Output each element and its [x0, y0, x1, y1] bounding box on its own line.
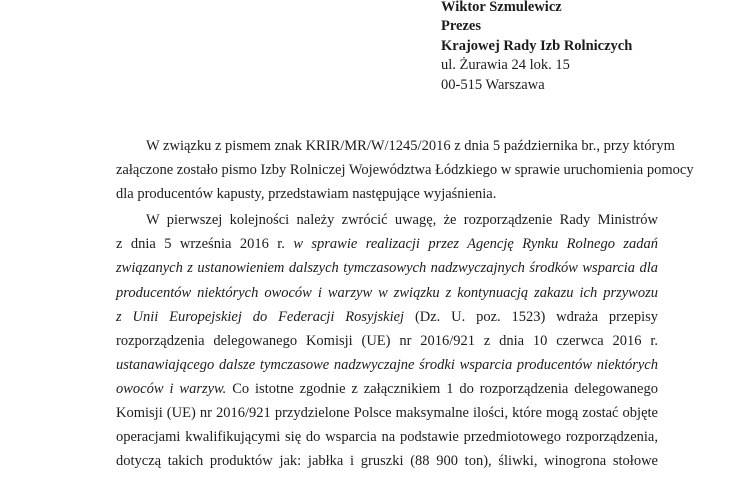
recipient-title: Prezes — [441, 18, 481, 35]
paragraph-1 — [116, 134, 694, 206]
p1-line-3: dla producentów kapusty, przedstawiam następujące wyjaśnienia. — [116, 186, 497, 203]
recipient-address-block — [441, 0, 632, 95]
recipient-city: 00-515 Warszawa — [441, 76, 545, 93]
p2-line-6: rozporządzenia delegowanego Komisji (UE) nr 2016/921 z dnia 10 czerwca 2016 r. — [116, 332, 658, 349]
p2-line-4: producentów niektórych owoców i warzyw w związku z kontynuacją zakazu ich przywozu — [116, 284, 658, 301]
p2-line-1: W pierwszej kolejności należy zwrócić uwagę, że rozporządzenie Rady Ministrów — [146, 212, 658, 229]
p2-line-5-title: z Unii Europejskiej do Federacji Rosyjskiej — [116, 308, 405, 325]
p2-line-7: ustanawiającego dalsze tymczasowe nadzwyczajne środki wsparcia producentów niektórych — [116, 356, 658, 373]
p1-line-1: W związku z pismem znak KRIR/MR/W/1245/2016 z dnia 5 października br., przy którym — [146, 138, 675, 154]
p1-line-2: załączone zostało pismo Izby Rolniczej Województwa Łódzkiego w sprawie uruchomienia pomocy — [116, 162, 694, 179]
p2-line-8 — [116, 377, 658, 401]
recipient-name: Wiktor Szmulewicz — [441, 0, 562, 15]
p2-line-8-title: owoców i warzyw. — [116, 380, 227, 397]
recipient-organization: Krajowej Rady Izb Rolniczych — [441, 37, 633, 54]
p2-line-10: operacjami kwalifikującymi się do wsparcia na podstawie przedmiotowego rozporządzenia, — [116, 429, 658, 446]
p2-line-2 — [116, 232, 658, 256]
letter-body — [116, 134, 694, 473]
p2-line-11: dotyczą takich produktów jak: jabłka i gruszki (88 900 ton), śliwki, winogrona stołowe — [116, 453, 658, 470]
p2-line-9: Komisji (UE) nr 2016/921 przydzielone Polsce maksymalne ilości, które mogą zostać objęte — [116, 405, 658, 422]
recipient-street: ul. Żurawia 24 lok. 15 — [441, 57, 570, 74]
p2-line-5-ref: (Dz. U. poz. 1523) wdraża przepisy — [414, 308, 659, 325]
paragraph-2 — [116, 208, 658, 473]
p2-line-3: związanych z ustanowieniem dalszych tymczasowych nadzwyczajnych środków wsparcia dla — [116, 260, 658, 277]
p2-line-8-text: Co istotne zgodnie z załącznikiem 1 do rozporządzenia delegowanego — [232, 380, 658, 397]
p2-line-5 — [116, 305, 658, 329]
p2-line-2-title: w sprawie realizacji przez Agencję Rynku Rolnego zadań — [293, 236, 658, 253]
p2-line-2-date: z dnia 5 września 2016 r. — [116, 236, 285, 253]
